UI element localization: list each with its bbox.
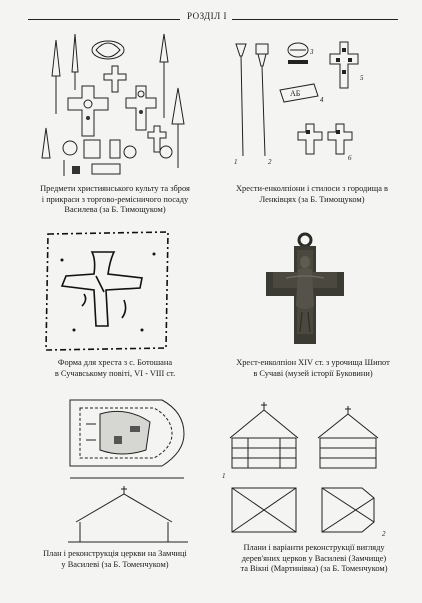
label-2: 2 [268, 158, 272, 166]
header-rule-left [28, 19, 180, 20]
caption-fig3 [22, 358, 208, 379]
cross-mould-drawing [44, 230, 172, 352]
caption-fig2 [222, 184, 402, 205]
encolpions-drawing [228, 36, 378, 168]
header-rule-right [232, 19, 398, 20]
caption-fig6 [218, 543, 410, 575]
caption-line: дерев'яних церков у Василеві (Замчище) [241, 553, 387, 563]
figure-church-plan [66, 394, 190, 548]
caption-line: Форма для хреста з с. Ботошана [57, 358, 173, 367]
label-variant-2: 2 [382, 530, 386, 538]
caption-line: і прикраси з торгово-ремісничого посаду [41, 194, 189, 204]
label-3: 3 [310, 48, 314, 56]
caption-line: Василева (за Б. Тимощуком) [64, 205, 166, 214]
wooden-churches-drawing [220, 398, 390, 538]
caption-line: Плани і варіанти реконструкції вигляду [243, 543, 385, 552]
caption-line: та Вікні (Мартинівка) (за Б. Томенчуком) [240, 564, 388, 573]
caption-line: Хрест-енколпіон XIV ст. з урочища Шипот [236, 358, 390, 367]
label-plate-text: АБ [290, 89, 301, 98]
caption-line: Предмети християнського культу та зброя [40, 184, 190, 193]
caption-line: Хрести-енколпіони і стилоси з городища в [235, 184, 389, 193]
caption-fig1 [20, 184, 210, 216]
caption-fig4 [220, 358, 406, 379]
label-variant-1: 1 [222, 472, 226, 480]
caption-line: План і реконструкція церкви на Замчиці [43, 549, 187, 558]
church-plan-drawing [66, 394, 190, 548]
caption-line: в Сучавському повіті, VI - VIII ст. [54, 368, 176, 378]
caption-line: у Василеві (за Б. Томенчуком) [61, 559, 169, 569]
figure-encolpions-styluses [228, 36, 378, 168]
label-6: 6 [348, 154, 352, 162]
section-title: РОЗДІЛ I [186, 11, 228, 21]
caption-fig5 [20, 549, 210, 570]
label-5: 5 [360, 74, 364, 82]
label-4: 4 [320, 96, 324, 104]
page-header [0, 6, 422, 26]
caption-line: Ленківцях (за Б. Тимощуком) [259, 194, 365, 204]
figure-cult-objects [38, 28, 194, 178]
encolpion-photo-image [262, 232, 348, 348]
caption-line: в Сучаві (музей історії Буковини) [253, 368, 373, 378]
label-1: 1 [234, 158, 238, 166]
figure-wooden-churches [220, 398, 390, 538]
figure-cross-mould [44, 230, 172, 352]
figure-encolpion-photo [262, 232, 348, 348]
cult-objects-drawing [38, 28, 194, 178]
